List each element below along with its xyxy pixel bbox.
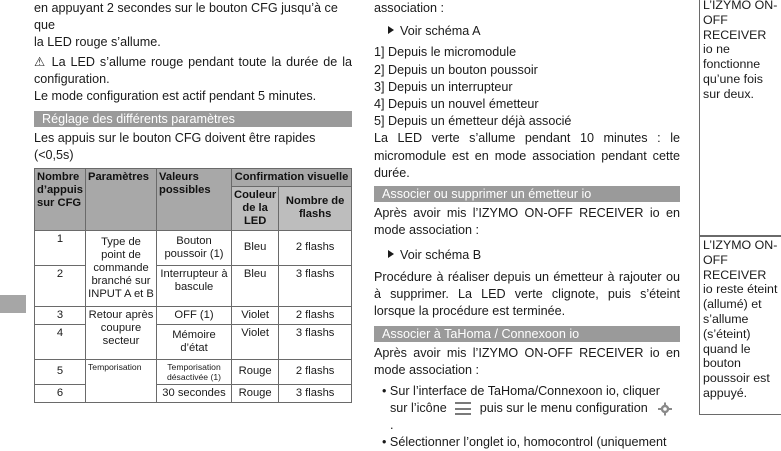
intro-line-2: la LED rouge s’allume. — [34, 35, 161, 50]
bullet-tahoma-interface: • Sur l’interface de TaHoma/Connexoon io, cliquer sur l’icône puis sur le menu configuration . — [374, 383, 680, 435]
trouble-box-2: L’IZYMO ON-OFF RECEIVER io reste éteint (allumé) et s’allume (s’éteint) quand le bouton poussoir est appuyé. — [699, 236, 781, 415]
table-row — [35, 359, 352, 384]
cell-nombre: 4 — [35, 324, 86, 359]
column-middle — [374, 0, 680, 451]
cell-couleur: Bleu — [232, 265, 279, 306]
cell-param: Retour après coupure secteur — [86, 306, 157, 359]
gear-icon — [654, 402, 676, 416]
cell-couleur: Rouge — [232, 359, 279, 384]
cell-couleur: Violet — [232, 306, 279, 324]
bullet1-end: . — [390, 418, 394, 433]
press-note: Les appuis sur le bouton CFG doivent être rapides (<0,5s) — [34, 131, 316, 163]
list-item: 3] Depuis un interrupteur — [374, 79, 513, 94]
bullet1-text-a: Sur l’interface de TaHoma/Connexoon io, cliquer sur l’icône — [389, 383, 660, 415]
section-title-associer-emetteur: Associer ou supprimer un émetteur io — [374, 186, 680, 202]
cell-valeur: Mémoire d’état — [157, 324, 232, 359]
header-parametres: Paramètres — [86, 168, 157, 230]
mode-text: Le mode configuration est actif pendant 5 minutes. — [34, 89, 317, 104]
cell-param: Temporisation — [86, 359, 157, 402]
warning-paragraph — [34, 54, 352, 88]
cell-couleur: Bleu — [232, 230, 279, 265]
see-schema-b — [374, 247, 680, 264]
cell-flashs: 2 flashs — [279, 306, 352, 324]
bullet1-text-b: puis sur le menu configuration — [479, 400, 648, 415]
table-row — [35, 265, 352, 306]
triangle-bullet-icon — [388, 26, 394, 34]
led-green-text: La LED verte s’allume pendant 10 minutes : le micromodule est en mode association pendant cette durée. — [374, 131, 680, 180]
cell-valeur: OFF (1) — [157, 306, 232, 324]
assoc-intro: association : — [374, 1, 445, 15]
cell-flashs: 3 flashs — [279, 324, 352, 359]
header-couleur: Couleur de la LED — [232, 186, 279, 230]
see-schema-a — [374, 23, 680, 40]
intro-line-1: en appuyant 2 secondes sur le bouton CFG jusqu’à ce que — [34, 1, 338, 33]
table-row — [35, 230, 352, 265]
list-item: 4] Depuis un nouvel émetteur — [374, 97, 539, 112]
triangle-bullet-icon — [388, 250, 394, 258]
header-nombre: Nombre d’appuis sur CFG — [35, 168, 86, 230]
column-right-troubleshooting — [699, 0, 781, 415]
cell-flashs: 2 flashs — [279, 230, 352, 265]
cell-nombre: 3 — [35, 306, 86, 324]
section-title-parameters: Réglage des différents paramètres — [34, 111, 352, 127]
sec2-procedure: Procédure à réaliser depuis un émetteur à rajouter ou à supprimer. La LED verte clignote, puis s’éteint lorsque la procédure est terminée. — [374, 269, 680, 319]
warning-text: La LED s’allume rouge pendant toute la durée de la configuration. — [34, 54, 352, 86]
cell-flashs: 2 flashs — [279, 359, 352, 384]
sec3-text: Après avoir mis l’IZYMO ON-OFF RECEIVER io en mode association : — [374, 346, 680, 378]
cell-couleur: Violet — [232, 324, 279, 359]
cell-flashs: 3 flashs — [279, 265, 352, 306]
cell-valeur: Interrupteur à bascule — [157, 265, 232, 306]
list-item: 5] Depuis un émetteur déjà associé — [374, 114, 572, 129]
parameters-table — [34, 168, 352, 403]
table-row — [35, 384, 352, 402]
table-row — [35, 306, 352, 324]
header-flashs: Nombre de flashs — [279, 186, 352, 230]
header-valeurs: Valeurs possibles — [157, 168, 232, 230]
page-side-tab — [0, 295, 26, 313]
table-row — [35, 324, 352, 359]
bullet-select-io: • Sélectionner l’onglet io, homocontrol (uniquement — [382, 435, 667, 450]
menu-icon — [455, 402, 471, 415]
see-schema-a-text: Voir schéma A — [400, 24, 481, 39]
cell-nombre: 6 — [35, 384, 86, 402]
table-header-row — [35, 168, 352, 186]
cell-valeur: Bouton poussoir (1) — [157, 230, 232, 265]
trouble-box-1: L’IZYMO ON-OFF RECEIVER io ne fonctionne qu’une fois sur deux. — [699, 0, 781, 236]
cell-nombre: 1 — [35, 230, 86, 265]
cell-valeur: Temporisation désactivée (1) — [157, 359, 232, 384]
cell-flashs: 3 flashs — [279, 384, 352, 402]
sec2-text: Après avoir mis l’IZYMO ON-OFF RECEIVER io en mode association : — [374, 206, 680, 238]
list-item: 1] Depuis le micromodule — [374, 45, 517, 60]
cell-couleur: Rouge — [232, 384, 279, 402]
cell-nombre: 5 — [35, 359, 86, 384]
cell-nombre: 2 — [35, 265, 86, 306]
header-confirmation: Confirmation visuelle — [232, 168, 352, 186]
column-left — [34, 0, 352, 403]
section-title-tahoma: Associer à TaHoma / Connexoon io — [374, 326, 680, 342]
see-schema-b-text: Voir schéma B — [400, 248, 482, 263]
cell-valeur: 30 secondes — [157, 384, 232, 402]
bullet2-text: Sélectionner l’onglet io, homocontrol (uniquement — [389, 435, 667, 450]
list-item: 2] Depuis un bouton poussoir — [374, 62, 538, 77]
warning-icon: ⚠ — [34, 54, 47, 69]
cell-param: Type de point de commande branché sur INPUT A et B — [86, 230, 157, 306]
